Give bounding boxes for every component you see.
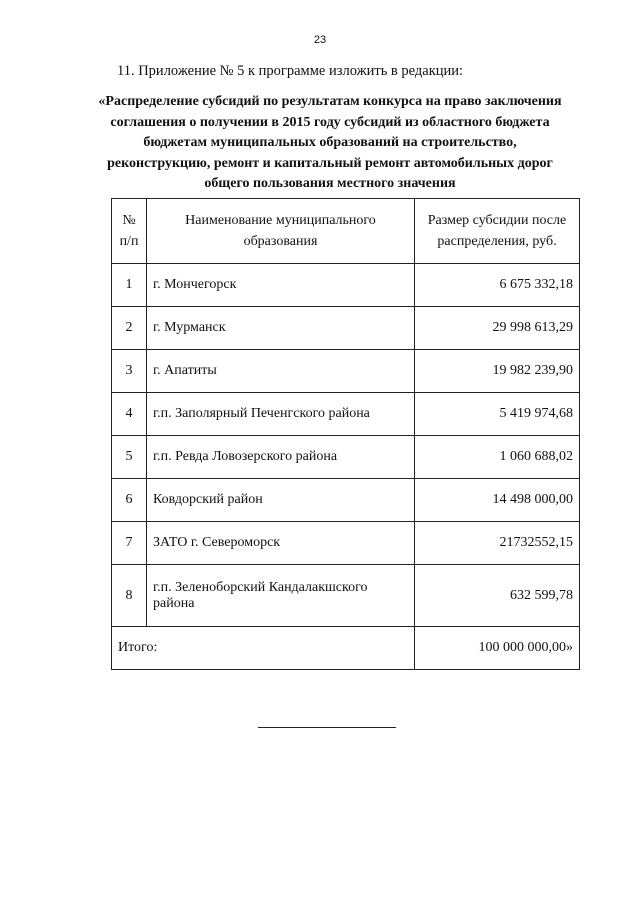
row-municipality: г.п. Ревда Ловозерского района	[147, 436, 415, 479]
title-line: бюджетам муниципальных образований на строительство,	[143, 135, 517, 150]
amendment-intro: 11. Приложение № 5 к программе изложить в редакции:	[117, 63, 464, 79]
table-row	[112, 479, 580, 522]
total-label: Итого:	[112, 627, 415, 670]
header-number: № п/п	[112, 199, 147, 264]
row-amount: 6 675 332,18	[415, 264, 580, 307]
table-row	[112, 522, 580, 565]
title-line: «Распределение субсидий по результатам конкурса на право заключения	[98, 94, 562, 109]
row-amount: 14 498 000,00	[415, 479, 580, 522]
table-total-row	[112, 627, 580, 670]
table-row	[112, 350, 580, 393]
row-number: 5	[112, 436, 147, 479]
row-amount: 29 998 613,29	[415, 307, 580, 350]
title-line: общего пользования местного значения	[204, 176, 456, 191]
table-row	[112, 565, 580, 627]
table-row	[112, 436, 580, 479]
row-amount: 21732552,15	[415, 522, 580, 565]
row-number: 3	[112, 350, 147, 393]
row-number: 8	[112, 565, 147, 627]
closing-rule-line	[258, 727, 396, 728]
row-municipality: Ковдорский район	[147, 479, 415, 522]
row-amount: 5 419 974,68	[415, 393, 580, 436]
row-municipality: г.п. Заполярный Печенгского района	[147, 393, 415, 436]
table-title	[60, 92, 600, 195]
row-number: 1	[112, 264, 147, 307]
row-amount: 1 060 688,02	[415, 436, 580, 479]
total-amount: 100 000 000,00»	[415, 627, 580, 670]
header-amount: Размер субсидии после распределения, руб.	[415, 199, 580, 264]
table-header-row	[112, 199, 580, 264]
row-number: 4	[112, 393, 147, 436]
table-row	[112, 264, 580, 307]
row-number: 7	[112, 522, 147, 565]
row-amount: 632 599,78	[415, 565, 580, 627]
row-amount: 19 982 239,90	[415, 350, 580, 393]
table-row	[112, 307, 580, 350]
title-line: реконструкцию, ремонт и капитальный ремонт автомобильных дорог	[107, 155, 553, 171]
subsidy-table	[111, 198, 580, 670]
row-municipality: г. Мончегорск	[147, 264, 415, 307]
row-municipality: ЗАТО г. Североморск	[147, 522, 415, 565]
row-municipality: г. Мурманск	[147, 307, 415, 350]
row-municipality: г.п. Зеленоборский Кандалакшского района	[147, 565, 415, 627]
page-number: 23	[313, 34, 327, 46]
header-municipality: Наименование муниципального образования	[147, 199, 415, 264]
row-number: 6	[112, 479, 147, 522]
title-line: соглашения о получении в 2015 году субсидий из областного бюджета	[110, 114, 550, 130]
row-municipality: г. Апатиты	[147, 350, 415, 393]
table-row	[112, 393, 580, 436]
row-number: 2	[112, 307, 147, 350]
